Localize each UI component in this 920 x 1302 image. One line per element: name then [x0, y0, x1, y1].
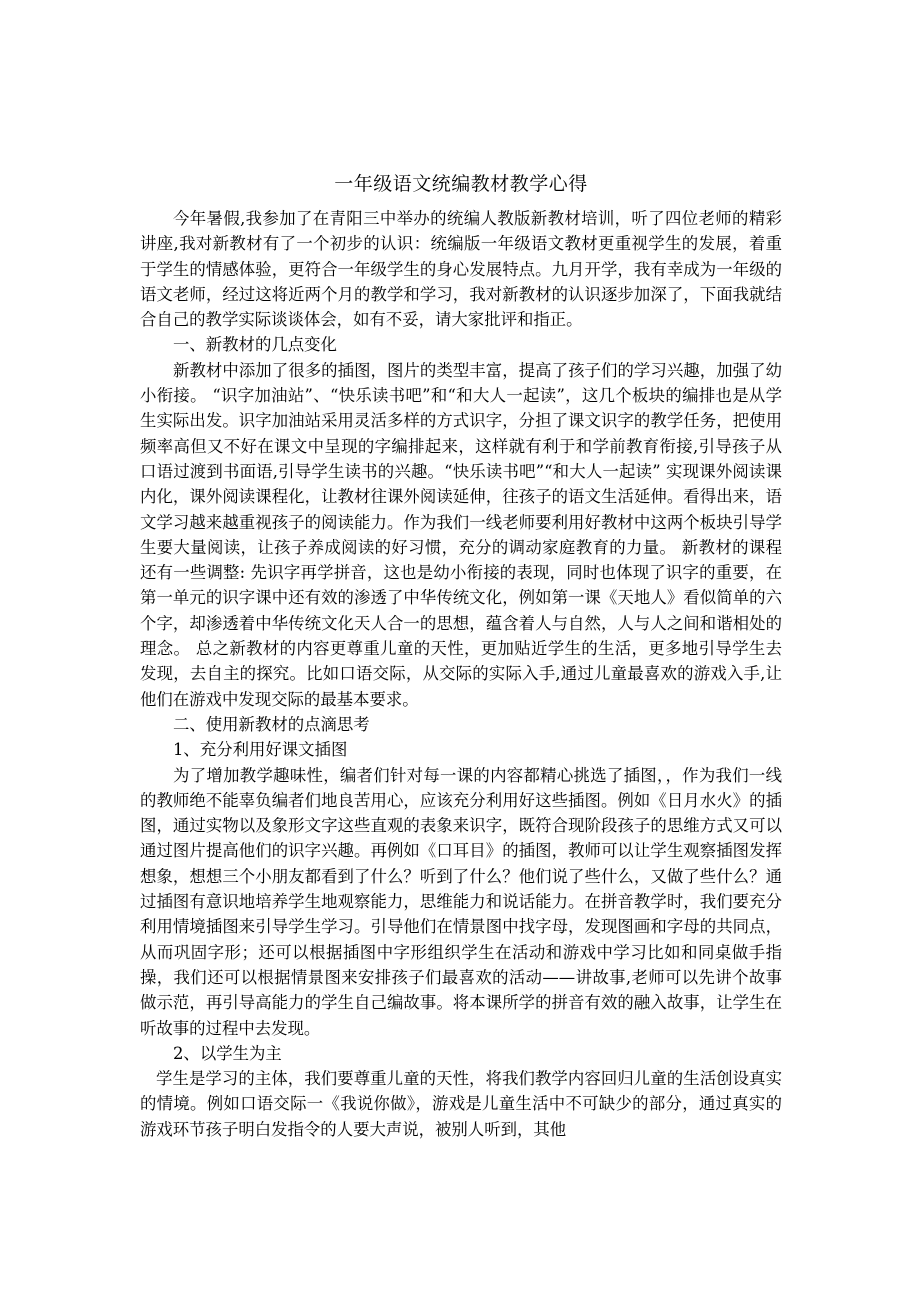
- document-title: 一年级语文统编教材教学心得: [334, 173, 588, 195]
- subsection-heading-2: 2、以学生为主: [173, 1043, 282, 1063]
- subsection-2-paragraph: 学生是学习的主体，我们要尊重儿童的天性，将我们教学内容回归儿童的生活创设真实的情境。例如口语交际一《我说你做》，游戏是儿童生活中不可缺少的部分，通过真实的游戏环节孩子明白发指令的人要大声说，被别人听到，其他: [140, 1069, 782, 1139]
- section-heading-2: 二、使用新教材的点滴思考: [173, 714, 370, 734]
- intro-paragraph: 今年暑假,我参加了在青阳三中举办的统编人教版新教材培训，听了四位老师的精彩讲座,我对新教材有了一个初步的认识：统编版一年级语文教材更重视学生的发展，着重于学生的情感体验，更符合一年级学生的身心发展特点。九月开学，我有幸成为一年级的语文老师，经过这将近两个月的教学和学习，我对新教材的认识逐步加深了，下面我就结合自己的教学实际谈谈体会，如有不妥，请大家批评和指正。: [140, 209, 782, 330]
- subsection-1-paragraph: 为了增加教学趣味性，编者们针对每一课的内容都精心挑选了插图，，作为我们一线的教师绝不能辜负编者们地良苦用心，应该充分利用好这些插图。例如《日月水火》的插图，通过实物以及象形文字这些直观的表象来识字，既符合现阶段孩子的思维方式又可以通过图片提高他们的识字兴趣。再例如《口耳目》的插图，教师可以让学生观察插图发挥想象，想想三个小朋友都看到了什么？听到了什么？他们说了些什么，又做了些什么？通过插图有意识地培养学生地观察能力，思维能力和说话能力。在拼音教学时，我们要充分利用情境插图来引导学生学习。引导他们在情景图中找字母，发现图画和字母的共同点，从而巩固字形；还可以根据插图中字形组织学生在活动和游戏中学习比如和同桌做手指操，我们还可以根据情景图来安排孩子们最喜欢的活动——讲故事,老师可以先讲个故事做示范，再引导高能力的学生自己编故事。将本课所学的拼音有效的融入故事，让学生在听故事的过程中去发现。: [140, 765, 782, 1038]
- document-page: [140, 0, 782, 1302]
- section-heading-1: 一、新教材的几点变化: [173, 335, 337, 355]
- subsection-heading-1: 1、充分利用好课文插图: [173, 740, 348, 760]
- document-body: [140, 206, 782, 1142]
- section-1-paragraph: 新教材中添加了很多的插图，图片的类型丰富，提高了孩子们的学习兴趣，加强了幼小衔接。 “识字加油站”、“快乐读书吧”和“和大人一起读”，这几个板块的编排也是从学生实际出发。识字加油站采用灵活多样的方式识字，分担了课文识字的教学任务，把使用频率高但又不好在课文中呈现的字编排起来，这样就有利于和学前教育衔接,引导孩子从口语过渡到书面语,引导学生读书的兴趣。“快乐读书吧”“和大人一起读” 实现课外阅读课内化，课外阅读课程化，让教材往课外阅读延伸，往孩子的语文生活延伸。看得出来，语文学习越来越重视孩子的阅读能力。作为我们一线老师要利用好教材中这两个板块引导学生要大量阅读，让孩子养成阅读的好习惯，充分的调动家庭教育的力量。 新教材的课程还有一些调整: 先识字再学拼音，这也是幼小衔接的表现，同时也体现了识字的重要，在第一单元的识字课中还有效的渗透了中华传统文化，例如第一课《天地人》看似简单的六个字，却渗透着中华传统文化天人合一的思想，蕴含着人与自然，人与人之间和谐相处的理念。 总之新教材的内容更尊重儿童的天性，更加贴近学生的生活，更多地引导学生去发现，去自主的探究。比如口语交际，从交际的实际入手,通过儿童最喜欢的游戏入手,让他们在游戏中发现交际的最基本要求。: [140, 360, 782, 709]
